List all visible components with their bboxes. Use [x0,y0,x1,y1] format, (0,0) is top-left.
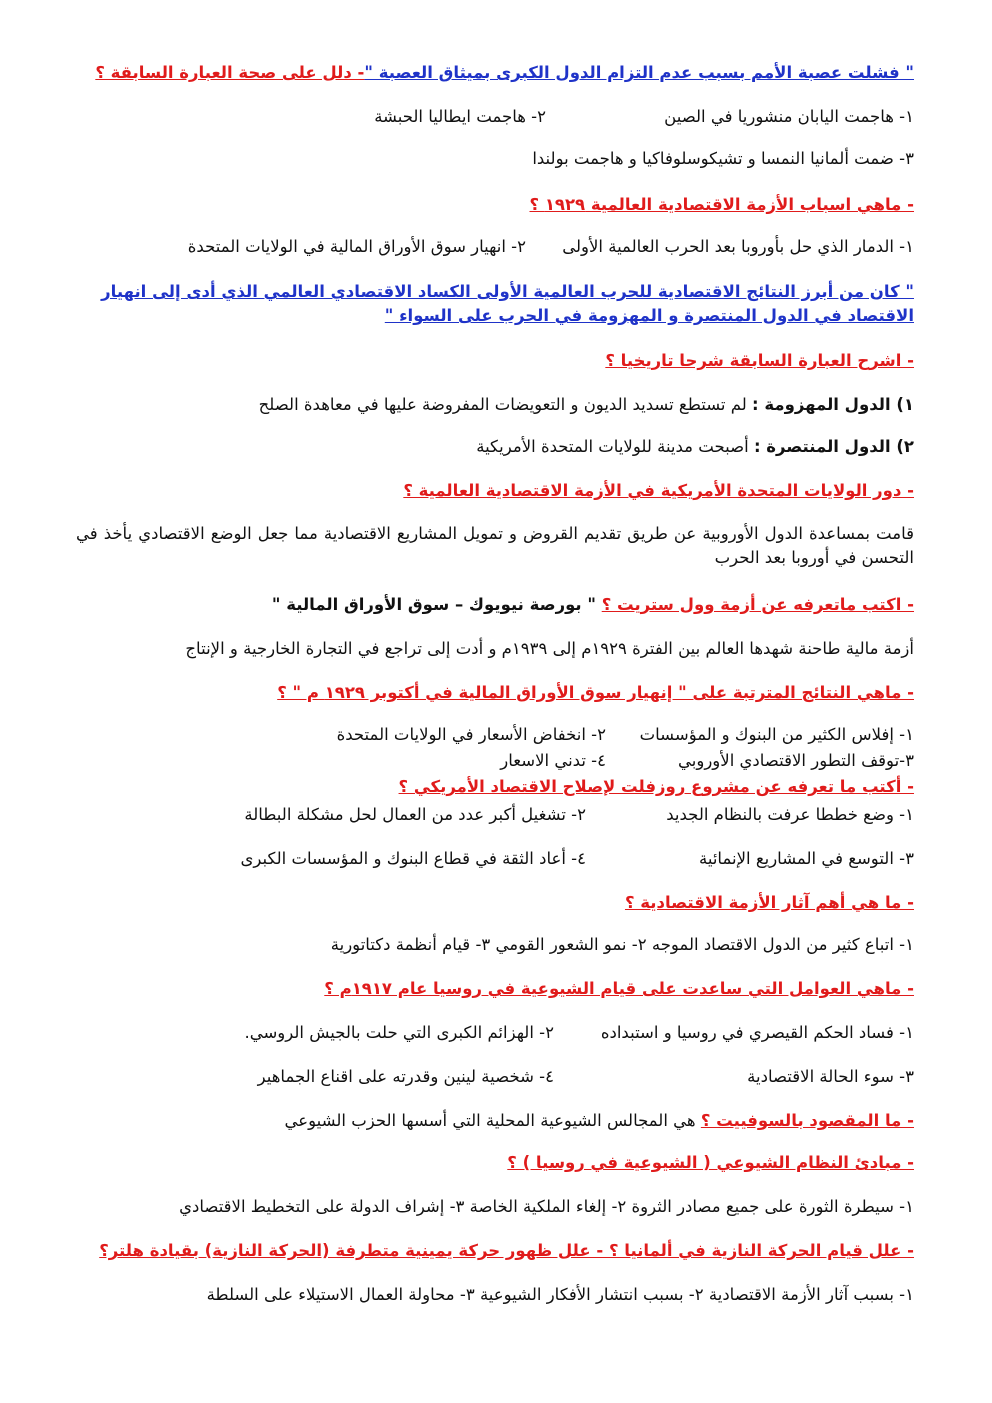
q10-line [285,1110,914,1132]
q7-answer-2: ٢- تشغيل أكبر عدد من العمال لحل مشكلة البطالة [244,805,586,824]
q2-answer-2: ٢- انهيار سوق الأوراق المالية في الولايات المتحدة [187,237,526,256]
q3-answer-2 [476,436,914,458]
q11-answer: ١- سيطرة الثورة على جميع مصادر الثروة ٢- إلغاء الملكية الخاصة ٣- إشراف الدولة على التخطيط الاقتصادي [179,1197,914,1216]
q7-answer-3: ٣- التوسع في المشاريع الإنمائية [699,849,914,868]
q12-answer: ١- بسبب آثار الأزمة الاقتصادية ٢- بسبب انتشار الأفكار الشيوعية ٣- محاولة العمال الاستيلاء على السلطة [206,1285,914,1304]
q4-heading: - دور الولايات المتحدة الأمريكية في الأزمة الاقتصادية العالمية ؟ [403,481,914,500]
q12-heading: - علل قيام الحركة النازية في ألمانيا ؟ - علل ظهور حركة يمينية متطرفة (الحركة النازية) بقيادة هلتر؟ [99,1241,914,1260]
q6-heading: - ماهي النتائج المترتبة على " إنهيار سوق الأوراق المالية في أكتوبر ١٩٢٩ م " ؟ [277,683,914,702]
q1-heading [95,62,914,84]
q3-answer-2-label: ٢) الدول المنتصرة : [753,437,914,456]
q5-answer: أزمة مالية طاحنة شهدها العالم بين الفترة ١٩٢٩م إلى ١٩٣٩م و أدت إلى تراجع في التجارة الخارجية و الإنتاج [185,639,914,658]
q6-answer-1: ١- إفلاس الكثير من البنوك و المؤسسات [639,725,914,744]
q4-answer: قامت بمساعدة الدول الأوروبية عن طريق تقديم القروض و تمويل المشاريع الاقتصادية مما جعل الوضع الاقتصادي يأخذ في التحسن في أوروبا بعد الحرب [76,524,914,567]
q2-answer-1: ١- الدمار الذي حل بأوروبا بعد الحرب العالمية الأولى [562,237,914,256]
q11-heading: - مبادئ النظام الشيوعي ( الشيوعية في روسيا ) ؟ [507,1153,914,1172]
q9-answer-3: ٣- سوء الحالة الاقتصادية [747,1067,914,1086]
q1-question: - دلل على صحة العبارة السابقة ؟ [95,63,365,82]
q1-answer-3: ٣- ضمت ألمانيا النمسا و تشيكوسلوفاكيا و هاجمت بولندا [532,149,914,168]
q7-answer-1: ١- وضع خططا عرفت بالنظام الجديد [666,805,914,824]
q8-answer: ١- اتباع كثير من الدول الاقتصاد الموجه ٢- نمو الشعور القومي ٣- قيام أنظمة دكتاتورية [330,935,914,954]
q9-answer-4: ٤- شخصية لينين وقدرته على اقناع الجماهير [257,1067,554,1086]
q7-heading: - أكتب ما تعرفه عن مشروع روزفلت لإصلاح الاقتصاد الأمريكي ؟ [398,777,914,796]
q5-subject: " بورصة نيويوك – سوق الأوراق المالية " [271,595,602,614]
q3-statement: " كان من أبرز النتائج الاقتصادية للحرب العالمية الأولى الكساد الاقتصادي العالمي الذي أدى إلى انهيار الاقتصاد في الدول المنتصرة و المهزومة في الحرب على السواء " [101,282,914,325]
q3-answer-1-text: لم تستطع تسديد الديون و التعويضات المفروضة عليها في معاهدة الصلح [258,395,753,414]
q9-answer-2: ٢- الهزائم الكبرى التي حلت بالجيش الروسي. [244,1023,554,1042]
q6-answer-4: ٤- تدني الاسعار [500,751,606,770]
q10-heading: - ما المقصود بالسوفييت ؟ [700,1111,914,1130]
q8-heading: - ما هي أهم آثار الأزمة الاقتصادية ؟ [624,893,914,912]
q7-answer-4: ٤- أعاد الثقة في قطاع البنوك و المؤسسات الكبرى [240,849,586,868]
q6-answer-3: ٣-توقف التطور الاقتصادي الأوروبي [678,751,914,770]
q3-heading: - اشرح العبارة السابقة شرحا تاريخيا ؟ [605,351,914,370]
q6-answer-2: ٢- انخفاض الأسعار في الولايات المتحدة [336,725,606,744]
q1-answer-2: ٢- هاجمت ايطاليا الحبشة [374,107,546,126]
q10-answer: هي المجالس الشيوعية المحلية التي أسسها الحزب الشيوعي [284,1111,701,1130]
q5-question: - اكتب ماتعرفه عن أزمة وول ستريت ؟ [601,595,914,614]
q3-answer-1 [259,394,914,416]
q3-answer-1-label: ١) الدول المهزومة : [752,395,914,414]
q2-heading: - ماهي اسباب الأزمة الاقتصادية العالمية ١٩٢٩ ؟ [529,195,914,214]
q9-heading: - ماهي العوامل التي ساعدت على قيام الشيوعية في روسيا عام ١٩١٧م ؟ [324,979,914,998]
q5-heading [272,594,914,616]
q3-answer-2-text: أصبحت مدينة للولايات المتحدة الأمريكية [476,437,754,456]
q1-answer-1: ١- هاجمت اليابان منشوريا في الصين [664,107,914,126]
q1-statement: " فشلت عصبة الأمم بسبب عدم التزام الدول الكبرى بميثاق العصبة " [364,63,914,82]
q9-answer-1: ١- فساد الحكم القيصري في روسيا و استبداده [600,1023,914,1042]
